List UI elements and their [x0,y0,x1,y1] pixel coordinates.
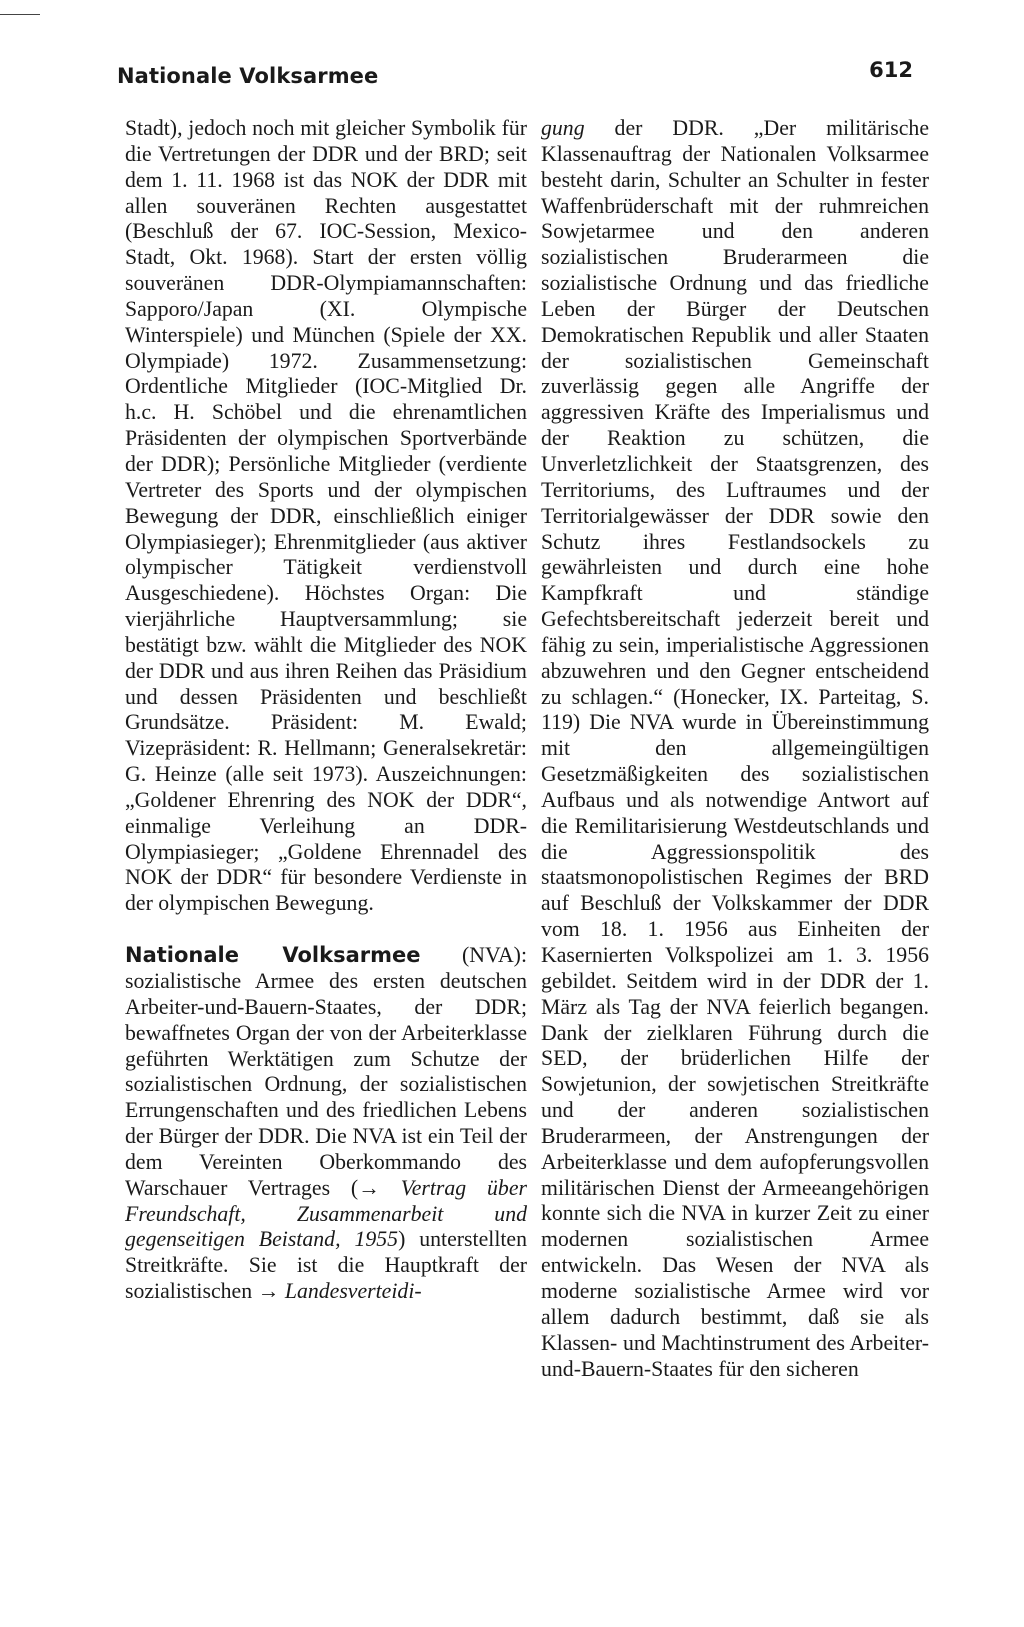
entry-text-2: ) unterstellten Streitkräfte. Sie ist die Hauptkraft der sozialistischen [125,1227,528,1304]
entry-lemma: Nationale Volksarmee [125,943,421,968]
cross-reference-arrow-icon: → [358,1175,380,1200]
page-header [117,58,913,100]
cross-reference-arrow-icon: → [257,1279,280,1304]
left-column [125,116,527,1305]
cross-reference-2-end: gung [541,116,585,140]
running-head: Nationale Volksarmee [117,64,379,88]
entry-continuation [541,116,929,1382]
entry-text-3: der DDR. „Der militärische Klassenauftrag der Nationalen Volksarmee besteht darin, Schulter an Schulter in fester Waffenbrüderschaft mit der ruhmreichen Sowjetarmee und den anderen sozialistischen Bruderarmeen die sozialistische Ordnung und das friedliche Leben der Bürger der Deutschen Demokratischen Republik und aller Staaten der sozialistischen Gemeinschaft zuverlässig gegen alle Angriffe der aggressiven Kräfte des Imperialismus und der Reaktion zu schützen, die Unverletzlichkeit der Staatsgrenzen, des Territoriums, des Luftraumes und der Territorialgewässer der DDR sowie den Schutz ihres Festlandsockels zu gewährleisten und durch eine hohe Kampfkraft und ständige Gefechtsbereitschaft jederzeit bereit und fähig zu sein, imperialistische Aggressionen abzuwehren und den Gegner entscheidend zu schlagen.“ (Honecker, IX. Parteitag, S. 119) Die NVA wurde in Übereinstimmung mit den allgemeingültigen Gesetzmäßigkeiten des sozialistischen Aufbaus und als notwendige Antwort auf die Remilitarisierung Westdeutschlands und die Aggressionspolitik des staatsmonopolistischen Regimes der BRD auf Beschluß der Volkskammer der DDR vom 18. 1. 1956 aus Einheiten der Kasernierten Volkspolizei am 1. 3. 1956 gebildet. Seitdem wird in der DDR der 1. März als Tag der NVA feierlich begangen. Dank der zielklaren Führung durch die SED, der brüderlichen Hilfe der Sowjetunion, der sowjetischen Streitkräfte und der anderen sozialistischen Bruderarmeen, der Anstrengungen der Arbeiterklasse und dem aufopferungsvollen militärischen Dienst der Armeeangehörigen konnte sich die NVA in kurzer Zeit zu einer modernen sozialistischen Armee entwickeln. Das Wesen der NVA als moderne sozialistische Armee wird vor allem dadurch bestimmt, daß sie als Klassen- und Machtinstrument des Arbeiter-und-Bauern-Staates für den sicheren [541,116,929,1381]
page-corner-mark [0,14,40,15]
page-number: 612 [869,58,913,82]
cross-reference-2-start: Landesverteidi- [279,1279,422,1304]
entry-text-1: (NVA): sozialistische Armee des ersten deutschen Arbeiter-und-Bauern-Staates, der DDR; bewaffnetes Organ der von der Arbeiterklasse geführten Werktätigen zum Schutze der sozialistischen Ordnung, der sozialistischen Errungenschaften und des friedlichen Lebens der Bürger der DDR. Die NVA ist ein Teil der dem Vereinten Oberkommando des Warschauer Vertrages ( [125,943,527,1200]
dictionary-entry [125,943,527,1305]
continued-paragraph: Stadt), jedoch noch mit gleicher Symbolik für die Vertretungen der DDR und der BRD; seit dem 1. 11. 1968 ist das NOK der DDR mit allen souveränen Rechten ausgestattet (Beschluß der 67. IOC-Session, Mexico-Stadt, Okt. 1968). Start der ersten völlig souveränen DDR-Olympiamannschaften: Sapporo/Japan (XI. Olympische Winterspiele) und München (Spiele der XX. Olympiade) 1972. Zusammensetzung: Ordentliche Mitglieder (IOC-Mitglied Dr. h.c. H. Schöbel und die ehrenamtlichen Präsidenten der olympischen Sportverbände der DDR); Persönliche Mitglieder (verdiente Vertreter des Sports und der olympischen Bewegung der DDR, einschließlich einiger Olympiasieger); Ehrenmitglieder (aus aktiver olympischer Tätigkeit verdienstvoll Ausgeschiedene). Höchstes Organ: Die vierjährliche Hauptversammlung; sie bestätigt bzw. wählt die Mitglieder des NOK der DDR und aus ihren Reihen das Präsidium und dessen Präsidenten und beschließt Grundsätze. Präsident: M. Ewald; Vizepräsident: R. Hellmann; Generalsekretär: G. Heinze (alle seit 1973). Auszeichnungen: „Goldener Ehrenring des NOK der DDR“, einmalige Verleihung an DDR-Olympiasieger; „Goldene Ehrennadel des NOK der DDR“ für besondere Verdienste in der olympischen Bewegung. [125,116,527,916]
right-column [541,116,929,1382]
cross-reference-1: Vertrag über Freundschaft, Zusammenarbeit und gegenseitigen Beistand, 1955 [125,1175,527,1252]
